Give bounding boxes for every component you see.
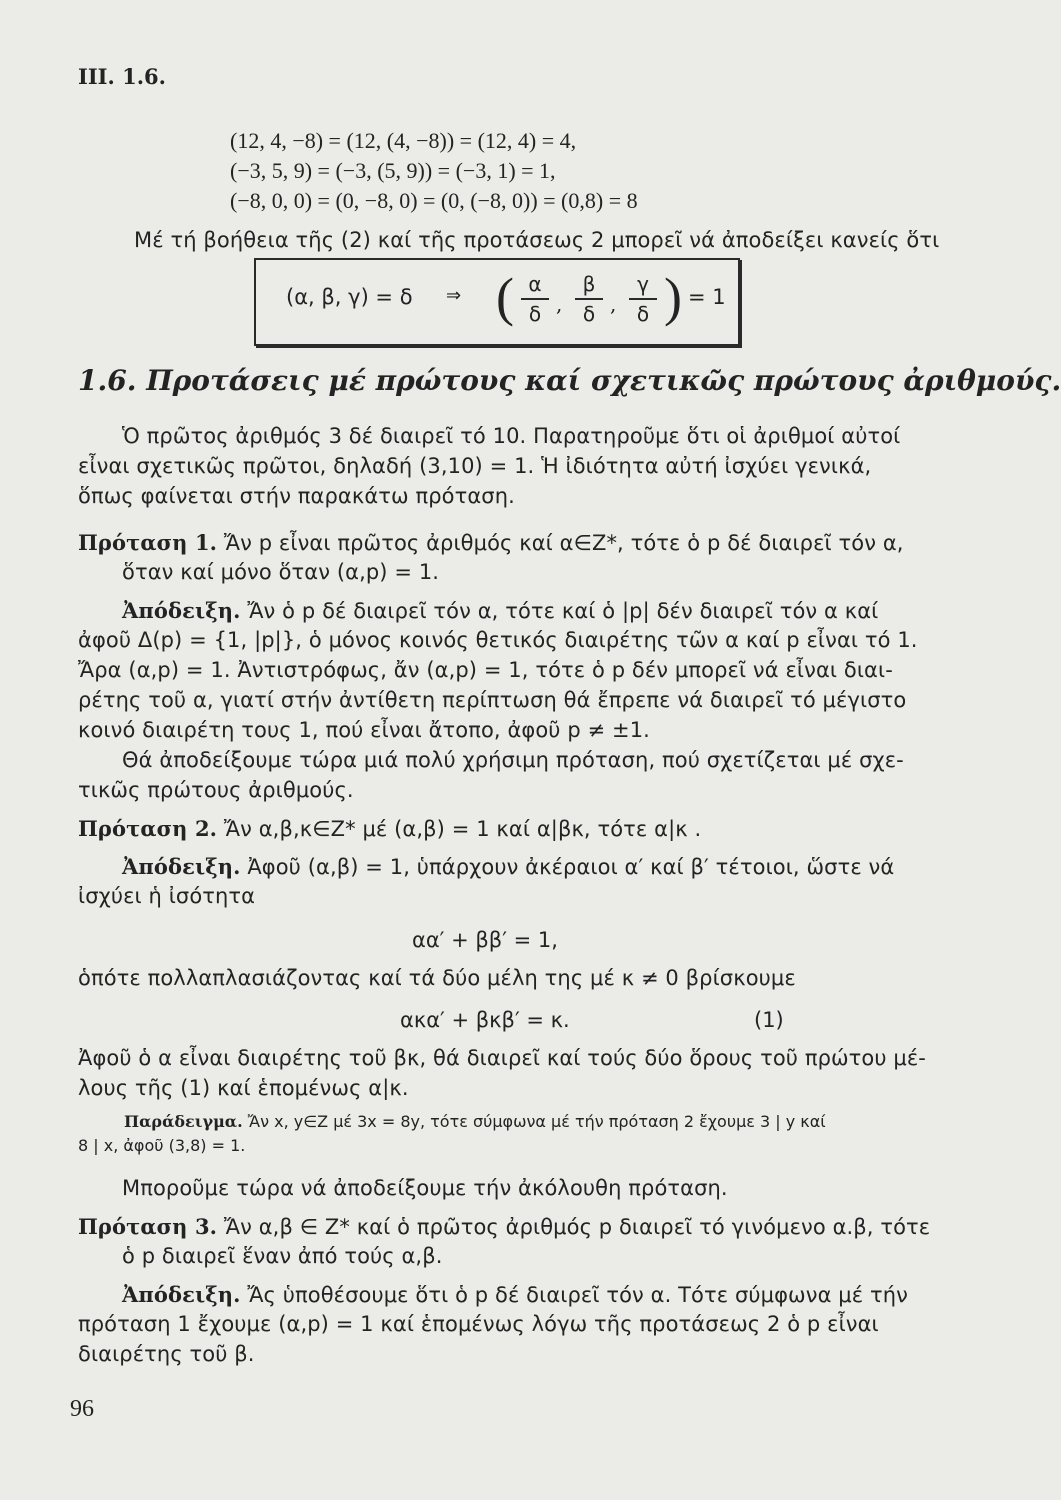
proposition-label: Πρόταση 1. bbox=[78, 530, 218, 555]
equation-tag: (1) bbox=[754, 1008, 784, 1032]
proof-text: Θά ἀποδείξουμε τώρα μιά πολύ χρήσιμη πρόταση, πού σχετίζεται μέ σχε- bbox=[122, 748, 904, 772]
denominator: δ bbox=[582, 302, 596, 326]
proposition-label: Πρόταση 3. bbox=[78, 1214, 218, 1239]
numerator: α bbox=[528, 272, 542, 296]
proposition-1 bbox=[78, 530, 904, 555]
proof-text: Ἀφοῦ ὁ α εἶναι διαιρέτης τοῦ βκ, θά διαιρεῖ καί τούς δύο ὅρους τοῦ πρώτου μέ- bbox=[78, 1046, 926, 1070]
proof-text: Ἄς ὑποθέσουμε ὅτι ὁ p δέ διαιρεῖ τόν α. Τότε σύμφωνα μέ τήν bbox=[247, 1283, 908, 1307]
equation-line: (−3, 5, 9) = (−3, (5, 9)) = (−3, 1) = 1, bbox=[230, 158, 556, 183]
proof-text: ὁπότε πολλαπλασιάζοντας καί τά δύο μέλη της μέ κ ≠ 0 βρίσκουμε bbox=[78, 966, 796, 990]
proposition-text: Ἄν α,β ∈ Z* καί ὁ πρῶτος ἀριθμός p διαιρεῖ τό γινόμενο α.β, τότε bbox=[223, 1215, 931, 1239]
proof-3 bbox=[122, 1282, 908, 1307]
fraction-beta bbox=[572, 272, 606, 326]
section-title: 1.6. Προτάσεις μέ πρώτους καί σχετικῶς πρώτους ἀριθμούς. bbox=[78, 364, 1061, 397]
intro-text: Μέ τή βοήθεια τῆς (2) καί τῆς προτάσεως 2 μπορεῖ νά ἀποδείξει κανείς ὅτι bbox=[134, 228, 940, 252]
proposition-3 bbox=[78, 1214, 930, 1239]
proof-text: Ἄρα (α,p) = 1. Ἀντιστρόφως, ἄν (α,p) = 1, τότε ὁ p δέν μπορεῖ νά εἶναι διαι- bbox=[78, 658, 893, 682]
proof-text: ρέτης τοῦ α, γιατί στήν ἀντίθετη περίπτωση θά ἔπρεπε νά διαιρεῖ τό μέγιστο bbox=[78, 688, 907, 712]
example-text: 8 | x, ἀφοῦ (3,8) = 1. bbox=[78, 1136, 246, 1155]
transition-text: Μποροῦμε τώρα νά ἀποδείξουμε τήν ἀκόλουθη πρόταση. bbox=[122, 1176, 728, 1200]
open-paren: ( bbox=[496, 267, 514, 327]
implies-arrow: ⇒ bbox=[446, 285, 462, 306]
proof-text: Ἄν ὁ p δέ διαιρεῖ τόν α, τότε καί ὁ |p| δέν διαιρεῖ τόν α καί bbox=[247, 599, 879, 623]
fraction-alpha bbox=[518, 272, 552, 326]
section-header: ΙΙΙ. 1.6. bbox=[78, 64, 166, 89]
proposition-text: ὅταν καί μόνο ὅταν (α,p) = 1. bbox=[122, 560, 440, 584]
example-text: Ἄν x, y∈Z μέ 3x = 8y, τότε σύμφωνα μέ τήν πρόταση 2 ἔχουμε 3 | y καί bbox=[247, 1112, 826, 1131]
comma: , bbox=[556, 292, 563, 316]
proof-2 bbox=[122, 854, 894, 879]
page-number: 96 bbox=[70, 1396, 94, 1422]
proof-text: κοινό διαιρέτη τους 1, πού εἶναι ἄτοπο, ἀφοῦ p ≠ ±1. bbox=[78, 718, 650, 742]
comma: , bbox=[610, 292, 617, 316]
proof-label: Ἀπόδειξη. bbox=[122, 1282, 241, 1307]
proof-label: Ἀπόδειξη. bbox=[122, 854, 241, 879]
equation-line: (−8, 0, 0) = (0, −8, 0) = (0, (−8, 0)) = (0,8) = 8 bbox=[230, 188, 638, 213]
proposition-text: Ἄν α,β,κ∈Z* μέ (α,β) = 1 καί α|βκ, τότε α|κ . bbox=[223, 817, 702, 841]
equals-one: = 1 bbox=[688, 285, 726, 309]
paragraph-line: Ὁ πρῶτος ἀριθμός 3 δέ διαιρεῖ τό 10. Παρατηροῦμε ὅτι οἱ ἀριθμοί αὐτοί bbox=[122, 424, 901, 448]
proof-1 bbox=[122, 598, 878, 623]
fraction-gamma bbox=[626, 272, 660, 326]
equation-line: (12, 4, −8) = (12, (4, −8)) = (12, 4) = 4, bbox=[230, 128, 577, 153]
close-paren: ) bbox=[664, 267, 682, 327]
proof-text: ἰσχύει ἡ ἰσότητα bbox=[78, 884, 256, 908]
proof-text: ἀφοῦ Δ(p) = {1, |p|}, ὁ μόνος κοινός θετικός διαιρέτης τῶν α καί p εἶναι τό 1. bbox=[78, 628, 918, 652]
display-equation: αα′ + ββ′ = 1, bbox=[412, 928, 558, 952]
paragraph-line: ὅπως φαίνεται στήν παρακάτω πρόταση. bbox=[78, 484, 515, 508]
example bbox=[124, 1112, 826, 1131]
paragraph-line: εἶναι σχετικῶς πρῶτοι, δηλαδή (3,10) = 1. Ἡ ἰδιότητα αὐτή ἰσχύει γενικά, bbox=[78, 454, 872, 478]
example-label: Παράδειγμα. bbox=[124, 1112, 243, 1131]
proposition-text: Ἄν p εἶναι πρῶτος ἀριθμός καί α∈Z*, τότε ὁ p δέ διαιρεῖ τόν α, bbox=[223, 531, 904, 555]
denominator: δ bbox=[636, 302, 650, 326]
boxed-formula bbox=[254, 258, 740, 346]
gcd-expression: (α, β, γ) = δ bbox=[286, 285, 413, 309]
proof-label: Ἀπόδειξη. bbox=[122, 598, 241, 623]
numerator: β bbox=[582, 272, 596, 296]
display-equation: ακα′ + βκβ′ = κ. bbox=[400, 1008, 570, 1032]
proof-text: Ἀφοῦ (α,β) = 1, ὑπάρχουν ἀκέραιοι α′ καί β′ τέτοιοι, ὥστε νά bbox=[247, 855, 895, 879]
numerator: γ bbox=[637, 272, 649, 296]
denominator: δ bbox=[528, 302, 542, 326]
proposition-text: ὁ p διαιρεῖ ἕναν ἀπό τούς α,β. bbox=[122, 1244, 443, 1268]
proof-text: τικῶς πρώτους ἀριθμούς. bbox=[78, 778, 354, 802]
proof-text: διαιρέτης τοῦ β. bbox=[78, 1342, 255, 1366]
proposition-label: Πρόταση 2. bbox=[78, 816, 218, 841]
proof-text: πρόταση 1 ἔχουμε (α,p) = 1 καί ἑπομένως λόγω τῆς προτάσεως 2 ὁ p εἶναι bbox=[78, 1312, 879, 1336]
proposition-2 bbox=[78, 816, 701, 841]
proof-text: λους τῆς (1) καί ἑπομένως α|κ. bbox=[78, 1076, 409, 1100]
